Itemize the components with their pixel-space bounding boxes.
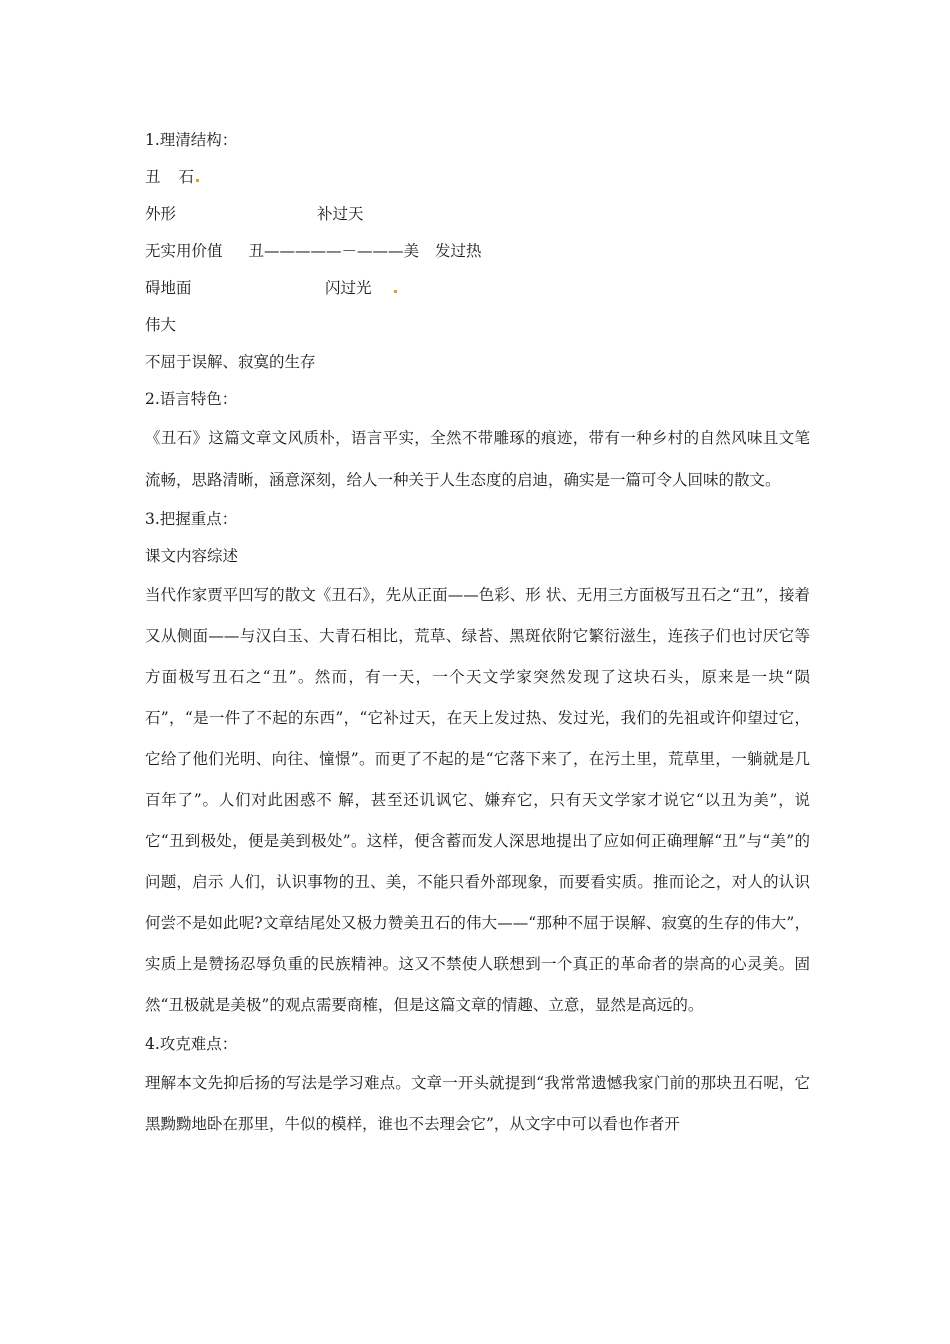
language-body: 《丑石》这篇文章文风质朴，语言平实，全然不带雕琢的痕迹，带有一种乡村的自然风味且文笔流畅，思路清晰，涵意深刻，给人一种关于人生态度的启迪，确实是一篇可令人回味的散文。 [145,429,810,489]
highlight-dot-icon [196,179,199,182]
structure-row-2 [145,233,810,270]
title-char-shi: 石 [178,168,195,186]
focus-body: 当代作家贾平凹写的散文《丑石》，先从正面——色彩、形 状、无用三方面极写丑石之“丑”，接着又从侧面——与汉白玉、大青石相比，荒草、绿苔、黑斑依附它繁衍滋生，连孩子们也讨厌它等方面极写丑石之“丑”。然而，有一天，一个天文学家突然发现了这块石头，原来是一块“陨石”，“是一件了不起的东西”，“它补过天，在天上发过热、发过光，我们的先祖或许仰望过它，它给了他们光明、向往、憧憬”。而更了不起的是“它落下来了，在污土里，荒草里，一躺就是几百年了”。人们对此困惑不 解，甚至还讥讽它、嫌弃它，只有天文学家才说它“以丑为美”，说它“丑到极处，便是美到极处”。这样，便含蓄而发人深思地提出了应如何正确理解“丑”与“美”的问题，启示 人们，认识事物的丑、美，不能只看外部现象，而要看实质。推而论之，对人的认识何尝不是如此呢?文章结尾处又极力赞美丑石的伟大——“那种不屈于误解、寂寞的生存的伟大”，实质上是赞扬忍辱负重的民族精神。这又不禁使人联想到一个真正的革命者的崇高的心灵美。固然“丑极就是美极”的观点需要商榷，但是这篇文章的情趣、立意，显然是高远的。 [145,586,810,1014]
row2-middle: 丑—————－———美 [248,242,420,260]
difficulty-body: 理解本文先抑后扬的写法是学习难点。文章一开头就提到“我常常遗憾我家门前的那块丑石呢，它黑黝黝地卧在那里，牛似的模样，谁也不去理会它”，从文字中可以看也作者开 [145,1074,810,1133]
row2-left: 无实用价值 [145,242,223,260]
structure-row-5: 不屈于误解、寂寞的生存 [145,353,316,371]
focus-heading: 3.把握重点： [145,510,238,528]
focus-subheading: 课文内容综述 [145,547,239,565]
title-char-chou: 丑 [145,168,161,186]
row3-right: 闪过光 [325,279,372,297]
structure-row-3 [145,270,810,307]
row1-right: 补过天 [317,205,364,223]
highlight-dot-icon [394,290,397,293]
structure-title-line [145,159,810,196]
structure-row-1 [145,196,810,233]
row1-left: 外形 [145,205,177,223]
difficulty-heading: 4.攻克难点： [145,1035,238,1053]
row2-right: 发过热 [435,242,482,260]
language-heading: 2.语言特色： [145,390,238,408]
structure-row-4: 伟大 [145,316,177,334]
row3-left: 碍地面 [145,279,192,297]
structure-heading: 1.理清结构： [145,131,238,149]
document-page [145,122,810,1145]
